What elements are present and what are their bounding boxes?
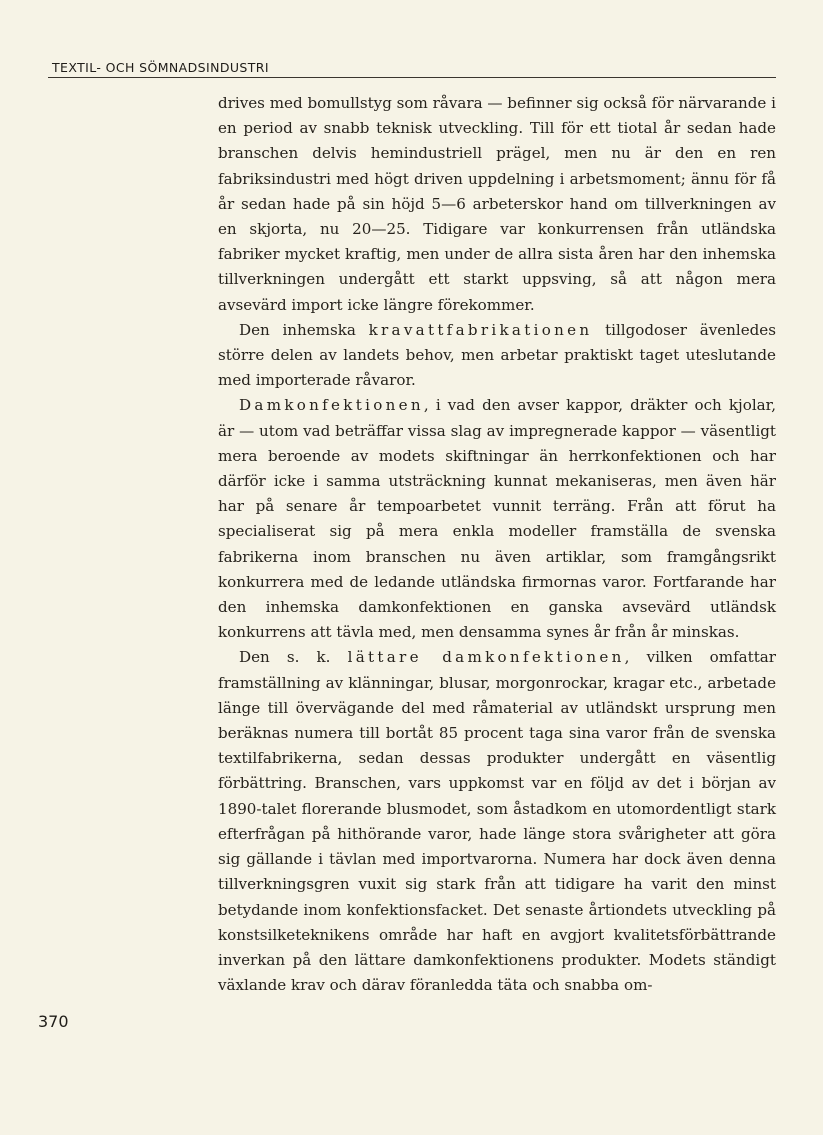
paragraph-2-lead: Den inhemska <box>239 320 369 339</box>
paragraph-4 <box>218 645 776 998</box>
running-title: TEXTIL- OCH SÖMNADSINDUSTRI <box>52 60 269 75</box>
term-lattare-damkonfektionen: lättare damkonfektionen <box>347 648 625 667</box>
paragraph-4-lead: Den s. k. <box>239 648 348 667</box>
body-text <box>218 91 776 998</box>
header-rule <box>48 77 776 78</box>
paragraph-3 <box>218 393 776 645</box>
paragraph-1: drives med bomullstyg som råvara — befinner sig också för närvarande i en period av snabb teknisk utveckling. Till för ett tiotal år sedan hade branschen delvis hemindustriell prägel, men nu är den en ren fabriksindustri med högt driven uppdelning i arbetsmoment; ännu för få år sedan hade på sin höjd 5—6 arbeterskor hand om tillverkningen av en skjorta, nu 20—25. Tidigare var konkurrensen från utländska fabriker mycket kraftig, men under de allra sista åren har den inhemska tillverkningen undergått ett starkt uppsving, så att någon mera avsevärd import icke längre förekommer. <box>218 94 776 314</box>
term-kravattfabrikationen: kravattfabrikationen <box>368 320 593 339</box>
paragraph-2 <box>218 318 776 394</box>
paragraph-4-rest: , vilken omfattar framställning av klänningar, blusar, morgonrockar, kragar etc., arbetade länge till övervägande del med råmaterial av utländskt ursprung men beräknas numera till bortåt 85 procent taga sina varor från de svenska textilfabrikerna, sedan dessas produkter undergått en väsentlig förbättring. Branschen, vars uppkomst var en följd av det i början av 1890-talet florerande blusmodet, som åstadkom en utomordentligt stark efterfrågan på hithörande varor, hade länge stora svårigheter att göra sig gällande i tävlan med importvarorna. Numera har dock även denna tillverkningsgren vuxit sig stark från att tidigare ha varit den minst betydande inom konfektionsfacket. Det senaste årtiondets utveckling på konstsilketeknikens område har haft en avgjort kvalitetsförbättrande inverkan på den lättare damkonfektionens produkter. Modets ständigt växlande krav och därav föranledda täta och snabba om- <box>218 648 777 995</box>
paragraph-3-rest: , i vad den avser kappor, dräkter och kjolar, är — utom vad beträffar vissa slag av impregnerade kappor — väsentligt mera beroende av modets skiftningar än herrkonfektionen och har därför icke i samma utsträckning kunnat mekaniseras, men även här har på senare år tempoarbetet vunnit terräng. Från att förut ha specialiserat sig på mera enkla modeller framställa de svenska fabrikerna inom branschen nu även artiklar, som framgångsrikt konkurrera med de ledande utländska firmornas varor. Fortfarande har den inhemska damkonfektionen en ganska avsevärd utländsk konkurrens att tävla med, men densamma synes år från år minskas. <box>218 396 776 642</box>
paragraph-2-rest: tillgodoser ävenledes större delen av landets behov, men arbetar praktiskt taget uteslutande med importerade råvaror. <box>218 320 776 390</box>
page-number: 370 <box>38 1012 69 1031</box>
term-damkonfektionen: Damkonfektionen <box>239 396 424 415</box>
